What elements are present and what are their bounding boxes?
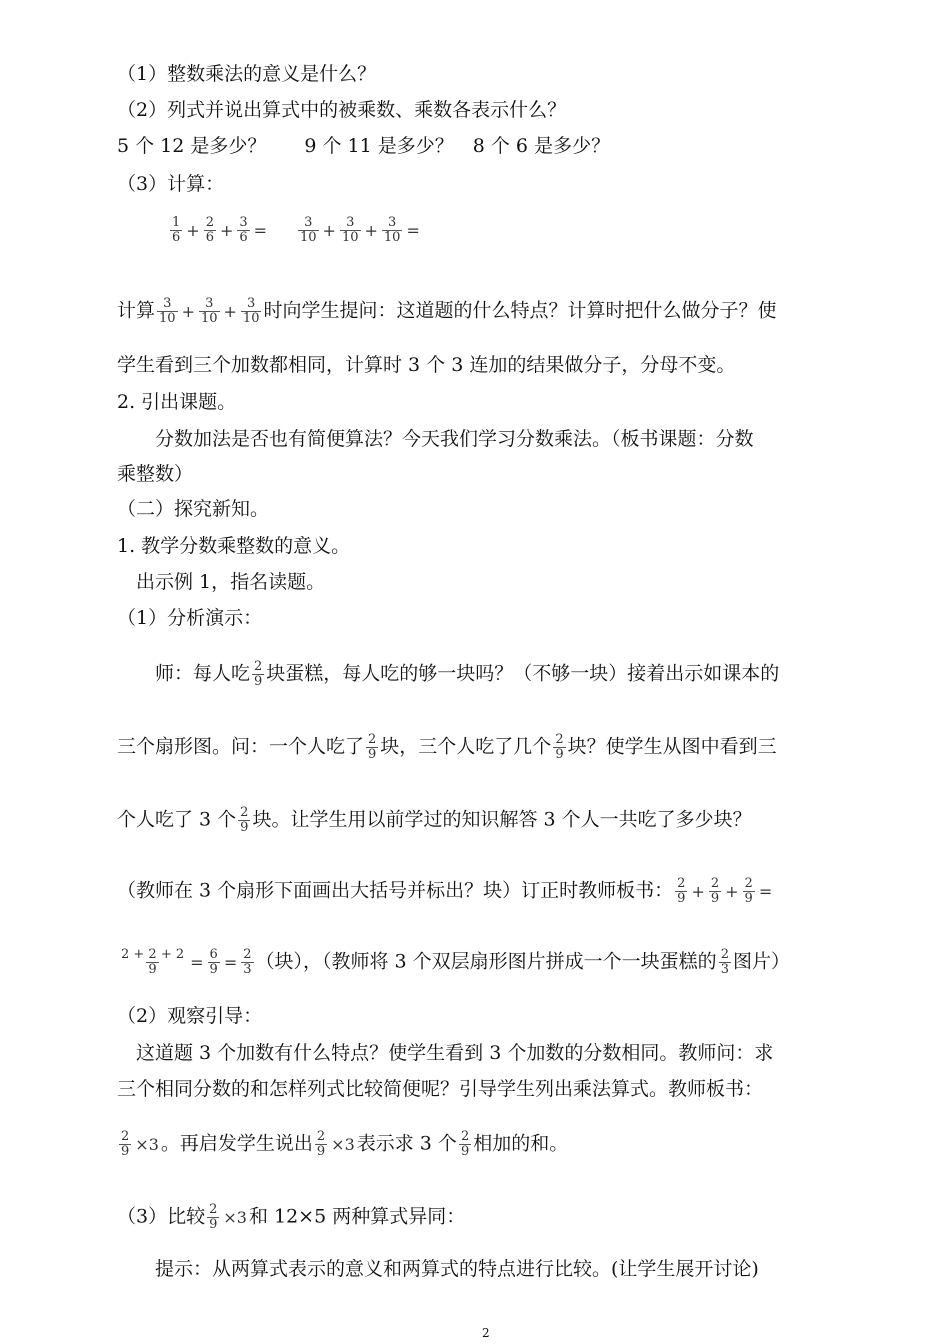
line-2: （2）列式并说出算式中的被乘数、乘数各表示什么？ [117,99,567,121]
fraction: $\frac{2}{9}$ [744,876,753,906]
fraction: $\frac{3}{10}$ [159,296,176,326]
line-25: 提示：从两算式表示的意义和两算式的特点进行比较。(让学生展开讨论) [117,1258,759,1280]
line-14: （1）分析演示： [117,607,263,629]
line-1: （1）整数乘法的意义是什么？ [117,63,377,85]
fraction: $\frac{2}{9}$ [555,732,564,762]
line-22: 三个相同分数的和怎样列式比较简便呢？引导学生列出乘法算式。教师板书： [117,1078,764,1100]
line-18: （教师在 3 个扇形下面画出大括号并标出？块）订正时教师板书： $\frac{2}{9}$ + $\frac{2}{9}$ + $\frac{2}{9}$ = [117,876,773,906]
line-3: 5 个 12 是多少？ 9 个 11 是多少？ 8 个 6 是多少？ [117,135,611,157]
fraction: $\frac{2}{9}$ [121,1129,130,1159]
fraction: $\frac{2}{9}$ [710,876,720,906]
fraction: $\frac{2}{9}$ [254,659,263,689]
line-17: 个人吃了 3 个 $\frac{2}{9}$ 块。让学生用以前学过的知识解答 3 个人一共吃了多少块？ [117,805,752,835]
line-19: $\frac{2 + 2 + 2}{9}$ = $\frac{6}{9}$ = $\frac{2}{3}$ （块），（教师将 3 个双层扇形图片拼成一个一块蛋糕的 $\frac{2}{3}$ 图片） [121,947,790,977]
page-number: 2 [482,1326,490,1340]
fraction: $\frac{3}{10}$ [383,215,401,245]
fraction: $\frac{2}{6}$ [205,215,214,245]
line-9: 分数加法是否也有简便算法？今天我们学习分数乘法。（板书课题：分数 [117,428,754,450]
fraction-sum-tenths: $\frac{3}{10}$ + $\frac{3}{10}$ + $\frac{3}{10}$ = [300,215,420,245]
line-21: 这道题 3 个加数有什么特点？使学生看到 3 个加数的分数相同。教师问：求 [117,1042,774,1064]
line-23: $\frac{2}{9}$ ×3 。再启发学生说出 $\frac{2}{9}$ ×3 表示求 3 个 $\frac{2}{9}$ 相加的和。 [121,1129,569,1159]
line-4: （3）计算： [117,173,225,195]
line-7: 学生看到三个加数都相同，计算时 3 个 3 连加的结果做分子，分母不变。 [117,354,736,376]
fraction: $\frac{2}{9}$ [677,876,686,906]
fraction: $\frac{2 + 2 + 2}{9}$ [121,947,185,977]
fraction: $\frac{1}{6}$ [172,215,181,245]
line-15: 师：每人吃 $\frac{2}{9}$ 块蛋糕，每人吃的够一块吗？（不够一块）接着出示如课本的 [117,659,780,689]
line-13: 出示例 1，指名读题。 [117,571,326,593]
line-20: （2）观察引导： [117,1005,263,1027]
fraction: $\frac{6}{9}$ [209,947,218,977]
fraction: $\frac{2}{3}$ [243,947,252,977]
fraction: $\frac{3}{6}$ [239,215,248,245]
line-11: （二）探究新知。 [117,498,270,520]
fraction-sum-sixths: $\frac{1}{6}$ + $\frac{2}{6}$ + $\frac{3}{6}$ = [172,215,268,245]
fraction: $\frac{2}{9}$ [460,1129,470,1159]
fraction: $\frac{2}{3}$ [720,947,729,977]
line-6: 计算 $\frac{3}{10}$ + $\frac{3}{10}$ + $\frac{3}{10}$ 时向学生提问：这道题的什么特点？计算时把什么做分子？使 [117,296,777,326]
fraction: $\frac{3}{10}$ [300,215,317,245]
fraction: $\frac{2}{9}$ [240,805,249,835]
fraction: $\frac{3}{10}$ [341,215,359,245]
line-12: 1. 教学分数乘整数的意义。 [117,535,351,557]
fraction: $\frac{3}{10}$ [200,296,218,326]
line-10: 乘整数） [117,463,194,485]
fraction: $\frac{2}{9}$ [209,1202,218,1232]
line-16: 三个扇形图。问：一个人吃了 $\frac{2}{9}$ 块，三个人吃了几个 $\frac{2}{9}$ 块？使学生从图中看到三 [117,732,777,762]
line-8: 2. 引出课题。 [117,391,237,413]
fraction: $\frac{3}{10}$ [242,296,260,326]
line-24: （3）比较 $\frac{2}{9}$ ×3 和 12×5 两种算式异同： [117,1202,466,1232]
fraction: $\frac{2}{9}$ [368,732,377,762]
fraction: $\frac{2}{9}$ [316,1129,326,1159]
